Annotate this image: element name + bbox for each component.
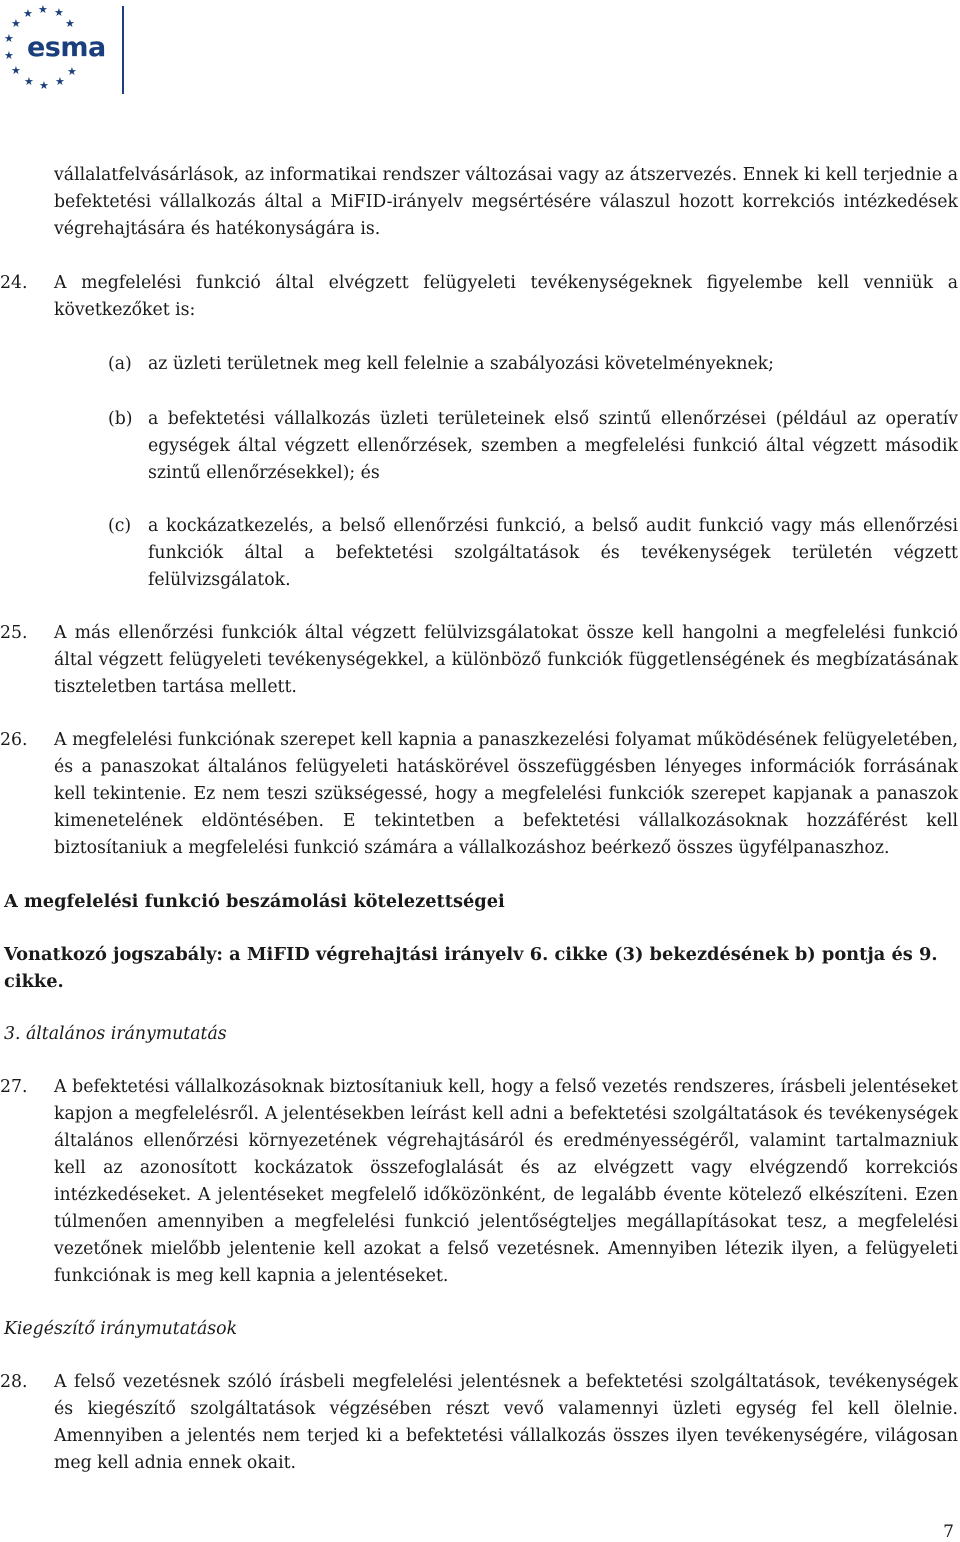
- star-icon: ★: [67, 65, 77, 78]
- list-item-b: [108, 406, 958, 487]
- star-icon: ★: [11, 17, 21, 30]
- star-icon: ★: [11, 64, 21, 77]
- logo-divider: [122, 6, 124, 94]
- page-number: 7: [943, 1522, 954, 1542]
- list-item-text: a befektetési vállalkozás üzleti területeinek első szintű ellenőrzései (például az operatív egységek által végzett ellenőrzések, szemben a megfelelési funkció által végzett második szintű ellenőrzésekkel); és: [148, 409, 958, 483]
- star-icon: ★: [54, 6, 64, 19]
- list-item-label: (b): [108, 409, 133, 429]
- logo-text: esma: [27, 32, 106, 63]
- paragraph-text: A befektetési vállalkozásoknak biztosítaniuk kell, hogy a felső vezetés rendszeres, írásbeli jelentéseket kapjon a megfelelésről. A jelentésekben leírást kell adni a befektetési szolgáltatások és tevékenységek általános ellenőrzési környezetének végrehajtásáról és eredményességéről, valamint tartalmazniuk kell az azonosított kockázatok összefoglalását és az elvégzett vagy elvégzendő korrekciós intézkedéseket. A jelentéseket megfelelő időközönként, de legalább évente kötelező elkészíteni. Ezen túlmenően amennyiben a megfelelési funkció jelentőségteljes megállapításokat tesz, a megfelelési vezetőnek mielőbb jelentenie kell azokat a felső vezetésnek. Amennyiben létezik ilyen, a felügyeleti funkciónak is meg kell kapnia a jelentéseket.: [54, 1077, 958, 1286]
- section-heading: A megfelelési funkció beszámolási kötelezettségei: [4, 891, 505, 912]
- paragraph-27: [0, 1074, 958, 1290]
- paragraph-text: A felső vezetésnek szóló írásbeli megfelelési jelentésnek a befektetési szolgáltatások, tevékenységek és kiegészítő szolgáltatások végzésében részt vevő valamennyi üzleti egység fel kell ölelnie. Amennyiben a jelentés nem terjed ki a befektetési vállalkozás összes ilyen tevékenységére, világosan meg kell adnia ennek okait.: [54, 1372, 958, 1473]
- star-icon: ★: [39, 79, 49, 92]
- esma-logo: [0, 0, 130, 96]
- paragraph-24: [0, 270, 958, 324]
- star-icon: ★: [23, 7, 33, 20]
- paragraph-25: [0, 620, 958, 701]
- document-body: [0, 162, 960, 1477]
- paragraph-26: [0, 727, 958, 862]
- list-item-text: a kockázatkezelés, a belső ellenőrzési funkció, a belső audit funkció vagy más ellenőrzési funkciók által a befektetési szolgáltatások és tevékenységek területén végzett felülvizsgálatok.: [148, 516, 958, 590]
- list-item-a: [108, 351, 958, 378]
- paragraph-number: 26.: [0, 730, 28, 750]
- paragraph-text: A más ellenőrzési funkciók által végzett felülvizsgálatokat össze kell hangolni a megfelelési funkció által végzett felügyeleti tevékenységekkel, a különböző funkciók függetlenségének és megbízatásának tiszteletben tartása mellett.: [54, 623, 958, 697]
- star-icon: ★: [4, 49, 14, 62]
- paragraph-text: A megfelelési funkció által elvégzett felügyeleti tevékenységeknek figyelembe kell venniük a következőket is:: [54, 273, 958, 320]
- intro-continuation: vállalatfelvásárlások, az informatikai rendszer változásai vagy az átszervezés. Ennek ki kell terjednie a befektetési vállalkozás által a MiFID-irányelv megsértésére válaszul hozott korrekciós intézkedések végrehajtására és hatékonyságára is.: [54, 165, 958, 239]
- list-item-label: (a): [108, 354, 132, 374]
- supplementary-heading: Kiegészítő iránymutatások: [4, 1319, 238, 1339]
- star-icon: ★: [55, 75, 65, 88]
- list-item-text: az üzleti területnek meg kell felelnie a szabályozási követelményeknek;: [148, 354, 774, 374]
- star-icon: ★: [38, 3, 48, 16]
- paragraph-number: 24.: [0, 273, 28, 293]
- star-icon: ★: [65, 17, 75, 30]
- list-item-label: (c): [108, 516, 132, 536]
- star-icon: ★: [4, 32, 14, 45]
- paragraph-number: 27.: [0, 1077, 28, 1097]
- star-icon: ★: [24, 75, 34, 88]
- paragraph-28: [0, 1369, 958, 1477]
- paragraph-number: 28.: [0, 1372, 28, 1392]
- paragraph-text: A megfelelési funkciónak szerepet kell kapnia a panaszkezelési folyamat működésének felügyeletében, és a panaszokat általános felügyeleti hatáskörével összefüggésben lényeges információk forrásának kell tekintenie. Ez nem teszi szükségessé, hogy a megfelelési funkciók szerepet kapjanak a panaszok kimenetelének eldöntésében. E tekintetben a befektetési vállalkozásoknak hozzáférést kell biztosítaniuk a megfelelési funkció számára a vállalkozáshoz beérkező összes ügyfélpanaszhoz.: [54, 730, 958, 858]
- paragraph-number: 25.: [0, 623, 28, 643]
- legal-reference: Vonatkozó jogszabály: a MiFID végrehajtási irányelv 6. cikke (3) bekezdésének b) pontja és 9. cikke.: [4, 944, 938, 992]
- list-item-c: [108, 513, 958, 594]
- guideline-heading: 3. általános iránymutatás: [4, 1024, 227, 1044]
